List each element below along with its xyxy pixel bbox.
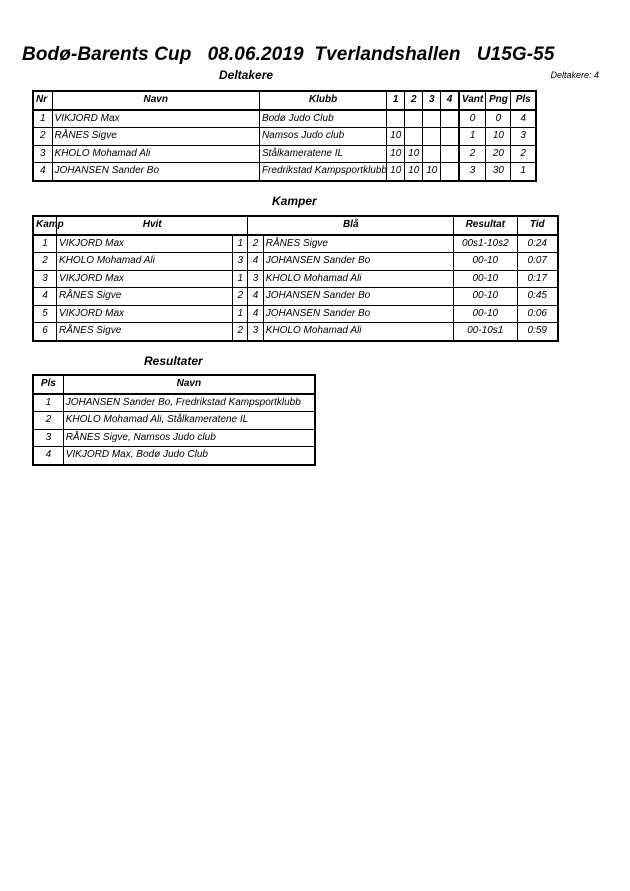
cell-white-nr: 2 [233, 288, 248, 306]
cell-match-no: 5 [33, 305, 57, 323]
cell-score-3: 10 [423, 163, 441, 181]
cell-match-no: 3 [33, 270, 57, 288]
cell-score-1: 10 [387, 128, 405, 146]
col-navn: Navn [63, 375, 315, 394]
cell-nr: 2 [33, 128, 52, 146]
cell-blue-nr: 4 [248, 253, 263, 271]
cell-name: KHOLO Mohamad Ali [52, 145, 259, 163]
table-row [33, 394, 315, 412]
cell-result: 00-10s1 [454, 323, 517, 341]
cell-place: 4 [511, 110, 536, 128]
col-hvit: Hvit [57, 216, 248, 235]
table-row [33, 429, 315, 447]
cell-white: KHOLO Mohamad Ali [57, 253, 233, 271]
cell-time: 0:24 [517, 235, 558, 253]
col-bla: Blå [248, 216, 454, 235]
participants-heading: Deltakere [219, 68, 274, 82]
cell-score-1: 10 [387, 163, 405, 181]
cell-blue-nr: 3 [248, 323, 263, 341]
cell-score-1: 10 [387, 145, 405, 163]
cell-result: 00-10 [454, 288, 517, 306]
cell-club: Fredrikstad Kampsportklubb [259, 163, 386, 181]
matches-header-row [33, 216, 558, 235]
table-row [33, 447, 315, 465]
col-klubb: Klubb [259, 91, 386, 110]
cell-blue-nr: 3 [248, 270, 263, 288]
cell-place: 2 [511, 145, 536, 163]
cell-score-2 [405, 110, 423, 128]
results-header-row [33, 375, 315, 394]
cell-score-1 [387, 110, 405, 128]
cell-time: 0:07 [517, 253, 558, 271]
cell-score-4 [441, 128, 459, 146]
cell-blue: KHOLO Mohamad Ali [263, 323, 453, 341]
col-4: 4 [441, 91, 459, 110]
cell-club: Namsos Judo club [259, 128, 386, 146]
cell-points: 10 [486, 128, 511, 146]
col-png: Png [486, 91, 511, 110]
cell-score-4 [441, 163, 459, 181]
cell-club: Stålkameratene IL [259, 145, 386, 163]
cell-white-nr: 2 [233, 323, 248, 341]
cell-won: 0 [459, 110, 486, 128]
cell-match-no: 6 [33, 323, 57, 341]
cell-score-2 [405, 128, 423, 146]
table-row [33, 163, 536, 181]
cell-name: VIKJORD Max [52, 110, 259, 128]
cell-time: 0:45 [517, 288, 558, 306]
cell-result: 00s1-10s2 [454, 235, 517, 253]
cell-place: 4 [33, 447, 63, 465]
cell-place: 2 [33, 412, 63, 430]
cell-score-2: 10 [405, 145, 423, 163]
cell-white-nr: 1 [233, 270, 248, 288]
table-row [33, 128, 536, 146]
cell-nr: 1 [33, 110, 52, 128]
col-1: 1 [387, 91, 405, 110]
col-pls: Pls [33, 375, 63, 394]
col-resultat: Resultat [454, 216, 517, 235]
cell-won: 3 [459, 163, 486, 181]
cell-name-club: JOHANSEN Sander Bo, Fredrikstad Kampsportklubb [63, 394, 315, 412]
col-3: 3 [423, 91, 441, 110]
col-tid: Tid [517, 216, 558, 235]
cell-blue: JOHANSEN Sander Bo [263, 253, 453, 271]
cell-points: 30 [486, 163, 511, 181]
cell-time: 0:59 [517, 323, 558, 341]
cell-place: 3 [33, 429, 63, 447]
participants-count: Deltakere: 4 [550, 70, 599, 80]
cell-place: 1 [33, 394, 63, 412]
cell-blue: JOHANSEN Sander Bo [263, 288, 453, 306]
cell-name-club: RÅNES Sigve, Namsos Judo club [63, 429, 315, 447]
cell-blue-nr: 4 [248, 305, 263, 323]
table-row [33, 412, 315, 430]
table-row [33, 110, 536, 128]
page-title: Bodø-Barents Cup 08.06.2019 Tverlandshallen U15G-55 [22, 44, 555, 65]
cell-white: RÅNES Sigve [57, 323, 233, 341]
col-nr: Nr [33, 91, 52, 110]
cell-white-nr: 1 [233, 305, 248, 323]
table-row [33, 305, 558, 323]
cell-won: 1 [459, 128, 486, 146]
cell-match-no: 2 [33, 253, 57, 271]
col-kamp: Kamp [33, 216, 57, 235]
cell-white: VIKJORD Max [57, 235, 233, 253]
cell-result: 00-10 [454, 253, 517, 271]
cell-blue: RÅNES Sigve [263, 235, 453, 253]
participants-header-row [33, 91, 536, 110]
cell-place: 3 [511, 128, 536, 146]
table-row [33, 145, 536, 163]
results-table [32, 374, 316, 466]
cell-score-4 [441, 110, 459, 128]
cell-result: 00-10 [454, 270, 517, 288]
cell-points: 0 [486, 110, 511, 128]
cell-white: VIKJORD Max [57, 305, 233, 323]
cell-nr: 4 [33, 163, 52, 181]
cell-name-club: VIKJORD Max, Bodø Judo Club [63, 447, 315, 465]
col-2: 2 [405, 91, 423, 110]
cell-result: 00-10 [454, 305, 517, 323]
cell-time: 0:06 [517, 305, 558, 323]
cell-white-nr: 3 [233, 253, 248, 271]
cell-blue: JOHANSEN Sander Bo [263, 305, 453, 323]
participants-table [32, 90, 537, 182]
table-row [33, 270, 558, 288]
matches-table [32, 215, 559, 342]
table-row [33, 288, 558, 306]
table-row [33, 323, 558, 341]
results-heading: Resultater [144, 354, 203, 368]
cell-score-3 [423, 145, 441, 163]
cell-won: 2 [459, 145, 486, 163]
cell-time: 0:17 [517, 270, 558, 288]
table-row [33, 253, 558, 271]
cell-name-club: KHOLO Mohamad Ali, Stålkameratene IL [63, 412, 315, 430]
cell-blue: KHOLO Mohamad Ali [263, 270, 453, 288]
cell-match-no: 4 [33, 288, 57, 306]
matches-heading: Kamper [272, 194, 317, 208]
cell-score-3 [423, 110, 441, 128]
cell-score-3 [423, 128, 441, 146]
col-navn: Navn [52, 91, 259, 110]
cell-match-no: 1 [33, 235, 57, 253]
cell-score-2: 10 [405, 163, 423, 181]
table-row [33, 235, 558, 253]
cell-club: Bodø Judo Club [259, 110, 386, 128]
cell-blue-nr: 2 [248, 235, 263, 253]
cell-name: RÅNES Sigve [52, 128, 259, 146]
cell-name: JOHANSEN Sander Bo [52, 163, 259, 181]
cell-nr: 3 [33, 145, 52, 163]
cell-blue-nr: 4 [248, 288, 263, 306]
cell-white: RÅNES Sigve [57, 288, 233, 306]
col-vant: Vant [459, 91, 486, 110]
cell-place: 1 [511, 163, 536, 181]
cell-white: VIKJORD Max [57, 270, 233, 288]
cell-white-nr: 1 [233, 235, 248, 253]
col-pls: Pls [511, 91, 536, 110]
cell-points: 20 [486, 145, 511, 163]
cell-score-4 [441, 145, 459, 163]
